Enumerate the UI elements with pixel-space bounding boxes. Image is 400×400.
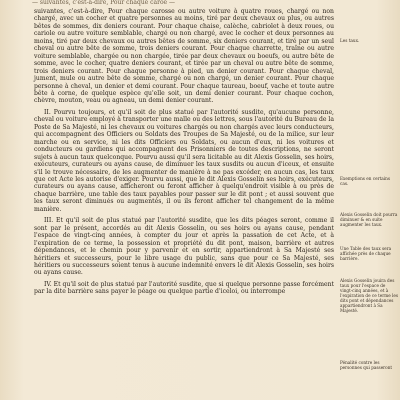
- margin-note-exemptions: Exemptions en certains cas.: [340, 176, 390, 186]
- paragraph-tolls: suivantes, c'est-à-dire, Pour chaque carosse ou autre voiture à quatre roues, chargé ou non chargé, avec un cocher et quatre personnes au moins, tiré par deux chevaux ou plus, ou autres bêtes de sommes, dix deniers courant. Pour chaque chaise, calèche, cabriolet à deux roues, ou cariole ou autre voiture semblable, chargé ou non chargé, avec le cocher et deux personnes au moins, tiré par deux chevaux ou autres bêtes de somme, six deniers courant, et tiré par un seul cheval ou autre bête de somme, trois deniers courant. Pour chaque charrette, traîne ou autre voiture semblable, chargée ou non chargée, tirée par deux chevaux ou boeufs, ou autre bête de somme, avec le cocher, quatre deniers courant, et tirée par un cheval ou autre bête de somme, trois deniers courant. Pour chaque personne à pied, un denier courant. Pour chaque cheval, jument, mule ou autre bête de somme, chargé ou non chargé, un denier courant. Pour chaque personne à cheval, un denier et demi courant. Pour chaque taureau, boeuf, vache et toute autre bête à corne, de quelque espèce qu'elle soit, un demi denier courant. Pour chaque cochon, chèvre, mouton, veau ou agneau, un demi denier courant.: [34, 8, 334, 105]
- paragraph-duration: III. Et qu'il soit de plus statué par l'autorité susdite, que les dits péages seront, comme il sont par le présent, accordés au dit Alexis Gosselin, ou ses hoirs ou ayans cause, pendant l'espace de vingt-cinq années, à compter du jour et après la passation de cet Acte, et à l'expiration de ce terme, la possession et propriété du dit pont, maison, barrière et autres dépendances, et le chemin pour y parvenir et en sortir, appartiendront à Sa Majesté ses héritiers et successeurs, pour le libre usage du public, sans que pour ce Sa Majesté, ses héritiers ou successeurs soient tenus à aucune indemnité envers le dit Alexis Gosselin, ses hoirs ou ayans cause.: [34, 217, 334, 277]
- paragraph-penalty: IV. Et qu'il soit de plus statué par l'autorité susdite, que si quelque personne passe forcément par la dite barrière sans payer le péage ou quelque partie d'iceloi, ou interrompe: [34, 280, 334, 296]
- running-header: — suivantes, c'est-à-dire, Pour chaque caroe —: [32, 0, 176, 6]
- margin-note-diminuer: Alexis Gosselin doit pourra diminuer & en suite augmenter les taux.: [340, 212, 398, 227]
- margin-note-penalty: Pénalité contre les personnes qui passeront: [340, 360, 393, 370]
- body-text: [34, 8, 334, 296]
- margin-note-table: Une Table des taux sera affichée près de chaque barrière.: [340, 246, 392, 261]
- margin-note-duration: Alexis Gosselin jouira des taux pour l'espace de vingt-cinq années, et à l'expiration de ce terme les dits pont et dépendances appartiendront à Sa Majesté.: [340, 278, 398, 313]
- paragraph-exemptions: II. Pourvu toujours, et qu'il soit de plus statué par l'autorité susdite, qu'aucune personne, cheval ou voiture employé à transporter une malle ou des lettres, sous l'autorité du Bureau de la Poste de Sa Majesté, ni les chevaux ou voitures chargés ou non chargés avec leurs conducteurs, qui accompagnent des Officiers ou Soldats des Troupes de Sa Majesté, ou de la milice, sur leur marche ou en service, ni les dits Officiers ou Soldats, ou aucun d'eux, ni les voitures et conducteurs ou gardiens qui accompagnent des Prisonniers de toutes descriptions, ne seront sujets à aucun taux quelconque. Pourvu aussi qu'il sera licitable au dit Alexis Gosselin, ses hoirs, exécuteurs, curateurs ou ayans cause, de diminuer les taux susdits ou aucun d'iceux, et ensuite s'il le trouve nécessaire, de les augmenter de manière à ne pas excéder, en aucun cas, les taux que cet Acte les autorise d'exiger. Pourvu aussi, que le dit Alexis Gosselin ses hoirs, exécuteurs, curateurs ou ayans cause, afficheront ou feront afficher à quelqu'endroit visible à ou près de chaque barrière, une table des taux payables pour passer sur le dit pont ; et aussi souvent que les taux seront diminués ou augmentés, il ou ils feront afficher tel changement de la même manière.: [34, 108, 334, 213]
- margin-note-taux: Les taux.: [340, 38, 360, 43]
